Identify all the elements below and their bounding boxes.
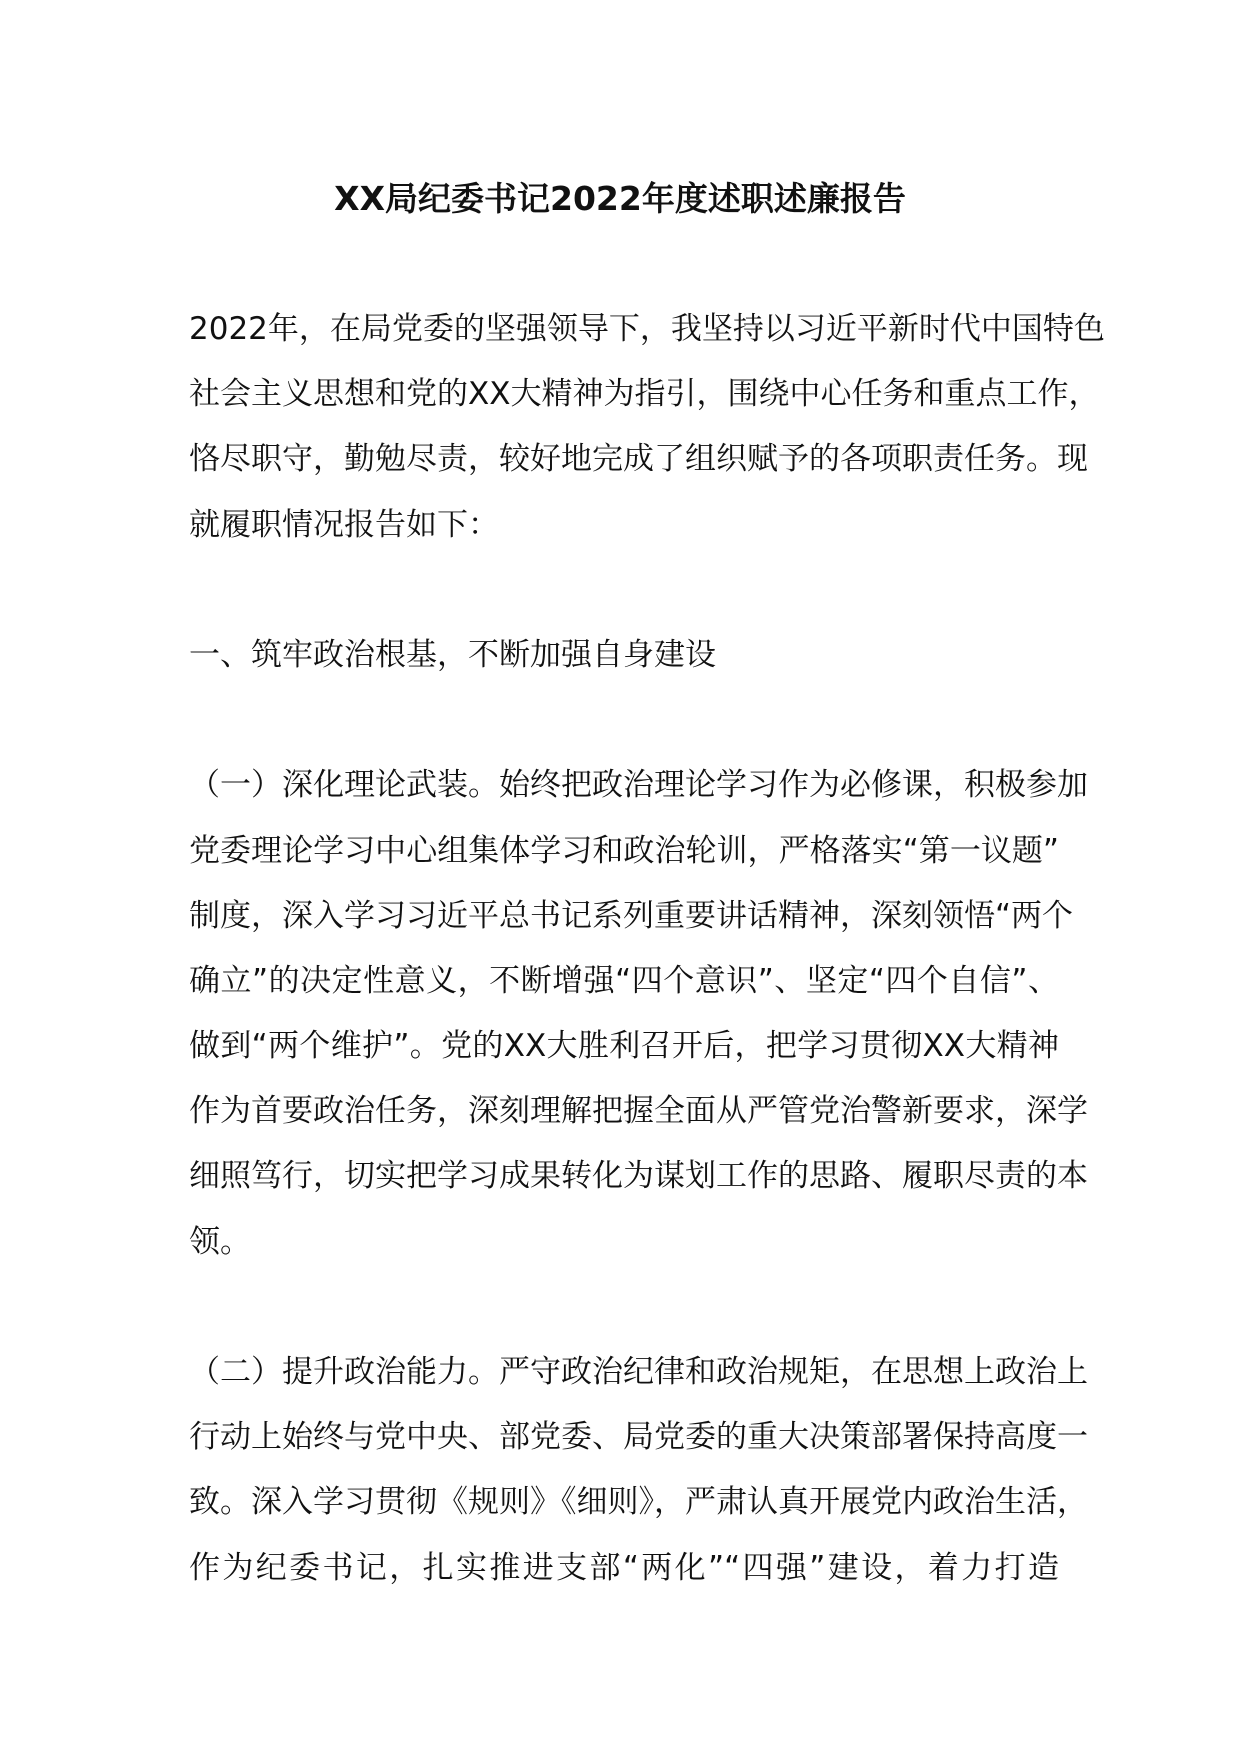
subsection-2-paragraph — [189, 1340, 1088, 1601]
document-body — [189, 297, 1105, 1601]
text-line: 党委理论学习中心组集体学习和政治轮训，严格落实“第一议题” — [189, 832, 1059, 869]
text-line: 社会主义思想和党的XX大精神为指引，围绕中心任务和重点工作， — [189, 376, 1100, 413]
document-title: XX局纪委书记2022年度述职述廉报告 — [334, 179, 906, 218]
text-line: （一）深化理论武装。始终把政治理论学习作为必修课，积极参加 — [189, 767, 1088, 804]
text-line: 2022年，在局党委的坚强领导下，我坚持以习近平新时代中国特色 — [189, 311, 1105, 347]
text-line: 做到“两个维护”。党的XX大胜利召开后，把学习贯彻XX大精神 — [189, 1028, 1059, 1065]
text-line: 细照笃行，切实把学习成果转化为谋划工作的思路、履职尽责的本 — [189, 1158, 1088, 1195]
intro-paragraph — [189, 297, 1105, 558]
text-line: 致。深入学习贯彻《规则》《细则》，严肃认真开展党内政治生活， — [189, 1484, 1088, 1521]
text-line: （二）提升政治能力。严守政治纪律和政治规矩，在思想上政治上 — [189, 1354, 1088, 1390]
text-line: 就履职情况报告如下： — [189, 506, 499, 543]
text-line: 确立”的决定性意义，不断增强“四个意识”、坚定“四个自信”、 — [189, 962, 1059, 999]
text-line: 作为首要政治任务，深刻理解把握全面从严管党治警新要求，深学 — [189, 1093, 1088, 1130]
text-line: 行动上始终与党中央、部党委、局党委的重大决策部署保持高度一 — [189, 1419, 1088, 1456]
text-line: 作为纪委书记，扎实推进支部“两化”“四强”建设，着力打造 — [189, 1549, 1059, 1586]
section-heading: 一、筑牢政治根基，不断加强自身建设 — [189, 636, 716, 673]
subsection-1-paragraph — [189, 753, 1088, 1275]
text-line: 制度，深入学习习近平总书记系列重要讲话精神，深刻领悟“两个 — [189, 897, 1074, 934]
text-line: 领。 — [189, 1223, 251, 1260]
text-line: 恪尽职守，勤勉尽责，较好地完成了组织赋予的各项职责任务。现 — [189, 441, 1088, 478]
